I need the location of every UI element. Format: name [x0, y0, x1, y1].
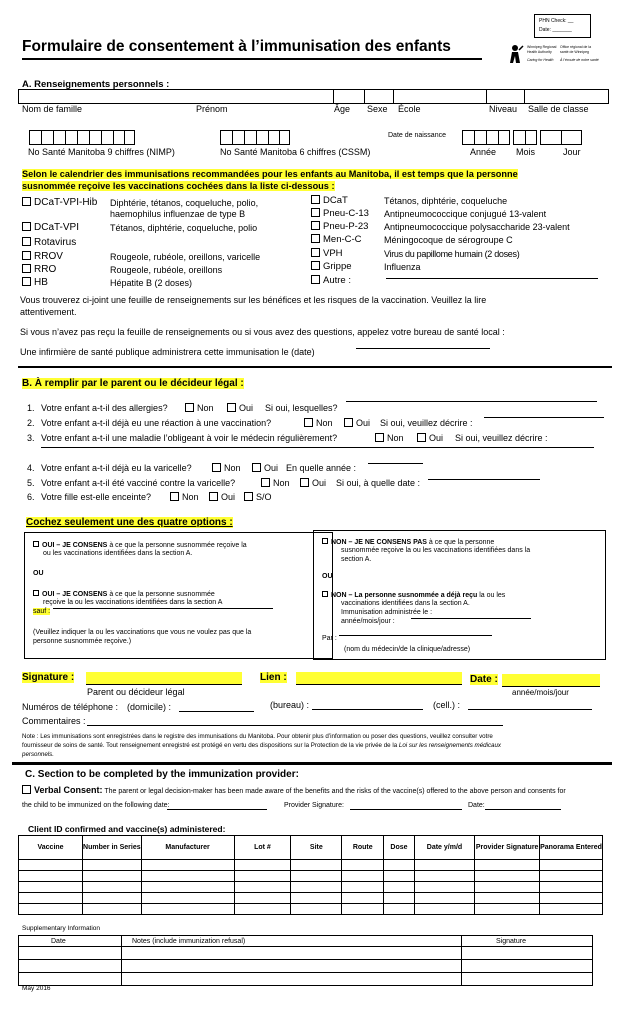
label-salle: Salle de classe	[528, 104, 589, 114]
q5-answer-field[interactable]	[428, 479, 540, 480]
label-nom: Nom de famille	[22, 104, 83, 114]
checkbox-icon[interactable]	[170, 492, 179, 501]
q3-answer-field[interactable]	[41, 447, 594, 448]
checkbox-icon[interactable]	[22, 277, 31, 286]
q2-non[interactable]: Non	[304, 418, 333, 428]
autre-field[interactable]	[386, 278, 598, 279]
parent-label: Parent ou décideur légal	[87, 687, 185, 697]
comments-field[interactable]	[87, 725, 503, 726]
vaccine-item[interactable]: Men-C-C	[311, 234, 362, 245]
note-line3: personnels.	[22, 751, 54, 758]
provider-signature-label: Provider Signature:	[284, 802, 344, 809]
checkbox-icon[interactable]	[185, 403, 194, 412]
table-row[interactable]	[19, 893, 603, 904]
wrha-logo: Winnipeg Regional Health Authority Caring for Health Office régional de la santé de Winnipeg À l’écoute de notre santé	[510, 44, 595, 66]
provider-date-label: Date:	[468, 802, 485, 809]
checkbox-icon[interactable]	[209, 492, 218, 501]
q4-non[interactable]: Non	[212, 463, 241, 473]
already-received-checkbox[interactable]	[322, 591, 328, 597]
supp-col-signature: Signature	[462, 936, 593, 947]
options-heading: Cochez seulement une des quatre options :	[26, 517, 233, 528]
consent-options-left: OUI – JE CONSENS à ce que la personne susnommée reçoive la ou les vaccinations identifiées dans la section A. OU OUI – JE CONSENS à ce que la personne susnommée reçoive la ou les vaccinations identifiées dans la section A sauf : (Veuillez indiquer la ou les vaccinations que vous ne voulez pas que la personne susnommée reçoive.)	[24, 532, 333, 659]
home-phone-label: (domicile) :	[127, 702, 172, 712]
signature-label: Signature :	[22, 672, 75, 683]
table-row[interactable]	[19, 973, 593, 986]
supp-col-date: Date	[19, 936, 122, 947]
client-id-label: Client ID confirmed and vaccine(s) administered:	[28, 824, 226, 834]
consent-options-right: NON – JE NE CONSENS PAS à ce que la personne susnommée reçoive la ou les vaccinations identifiées dans la section A. OU NON – La personne susnommée a déjà reçu la ou les vaccinations identifiées dans la section A. Immunisation administrée le : année/mois/jour : Par : (nom du médecin/de la clinique/adresse)	[313, 530, 606, 660]
checkbox-icon[interactable]	[300, 478, 309, 487]
q2-oui[interactable]: Oui	[344, 418, 370, 428]
checkbox-icon[interactable]	[311, 248, 320, 257]
personal-info-field[interactable]	[18, 89, 609, 104]
table-row[interactable]	[19, 860, 603, 871]
q5-non[interactable]: Non	[261, 478, 290, 488]
checkbox-icon[interactable]	[311, 208, 320, 217]
q4-answer-field[interactable]	[368, 463, 423, 464]
checkbox-icon[interactable]	[244, 492, 253, 501]
q5-oui[interactable]: Oui	[300, 478, 326, 488]
vaccine-item[interactable]: HB	[22, 277, 48, 288]
info-p3: Une infirmière de santé publique administrera cette immunisation le (date)	[20, 347, 315, 357]
label-annee: Année	[470, 147, 497, 157]
checkbox-icon[interactable]	[22, 251, 31, 260]
checkbox-icon[interactable]	[261, 478, 270, 487]
cell-phone-field[interactable]	[468, 709, 592, 710]
supp-info-label: Supplementary Information	[22, 925, 101, 932]
sauf-field[interactable]	[53, 608, 273, 609]
checkbox-icon[interactable]	[311, 261, 320, 270]
lien-label: Lien :	[260, 672, 287, 683]
date-label: Date :	[470, 674, 498, 685]
footer-date: May 2016	[22, 985, 51, 992]
q1-oui[interactable]: Oui	[227, 403, 253, 413]
supplementary-table	[18, 935, 593, 986]
vaccine-item[interactable]: Pneu-C-13	[311, 208, 369, 219]
phn-date-label: Date: _______	[539, 27, 572, 33]
col-route: Route	[342, 836, 384, 860]
section-b-heading: B. À remplir par le parent ou le décideur légal :	[22, 378, 244, 389]
verbal-date-label: the child to be immunized on the following date:	[22, 802, 170, 809]
supp-col-notes: Notes (include immunization refusal)	[122, 936, 462, 947]
non-consent-checkbox[interactable]	[322, 538, 328, 544]
work-phone-label: (bureau) :	[270, 700, 310, 710]
checkbox-icon[interactable]	[252, 463, 261, 472]
lien-field[interactable]	[296, 672, 462, 685]
table-row[interactable]	[19, 947, 593, 960]
q3-oui[interactable]: Oui	[417, 433, 443, 443]
section-c-heading: C. Section to be completed by the immunization provider:	[25, 769, 299, 780]
q1-answer-field[interactable]	[346, 401, 597, 402]
signature-field[interactable]	[86, 672, 242, 685]
schedule-line1: Selon le calendrier des immunisations recommandées pour les enfants au Manitoba, il est temps que la personne	[22, 169, 518, 179]
verbal-consent-line: Verbal Consent: The parent or legal decision-maker has been made aware of the benefits and the risks of the vaccine(s) offered to the above person and consents for	[22, 785, 566, 795]
divider	[18, 366, 612, 368]
phone-label: Numéros de téléphone :	[22, 702, 119, 712]
checkbox-icon[interactable]	[22, 222, 31, 231]
page-title: Formulaire de consentement à l’immunisation des enfants	[22, 38, 451, 55]
vaccine-item[interactable]: VPH	[311, 248, 343, 259]
vaccine-item[interactable]: DCaT	[311, 195, 348, 206]
vaccine-item[interactable]: Rotavirus	[22, 237, 76, 248]
date-format-label: année/mois/jour	[512, 688, 569, 697]
table-row[interactable]	[19, 882, 603, 893]
checkbox-icon[interactable]	[22, 197, 31, 206]
checkbox-icon[interactable]	[22, 237, 31, 246]
vaccine-item[interactable]: Pneu-P-23	[311, 221, 368, 232]
cell-phone-label: (cell.) :	[433, 700, 460, 710]
checkbox-icon[interactable]	[311, 221, 320, 230]
label-nimp: No Santé Manitoba 9 chiffres (NIMP)	[28, 147, 175, 157]
col-lot: Lot #	[234, 836, 291, 860]
phn-check-label: PHN Check: __	[539, 18, 574, 24]
label-jour: Jour	[563, 147, 581, 157]
provider-signature-field[interactable]	[350, 809, 462, 810]
title-rule	[22, 58, 482, 60]
q6-non[interactable]: Non	[170, 492, 199, 502]
label-niveau: Niveau	[489, 104, 518, 114]
checkbox-icon[interactable]	[227, 403, 236, 412]
label-dob: Date de naissance	[388, 132, 446, 139]
q4-oui[interactable]: Oui	[252, 463, 278, 473]
checkbox-icon[interactable]	[417, 433, 426, 442]
label-age: Âge	[334, 104, 351, 114]
label-cssm: No Santé Manitoba 6 chiffres (CSSM)	[220, 147, 371, 157]
table-row[interactable]	[19, 960, 593, 973]
q1-non[interactable]: Non	[185, 403, 214, 413]
label-prenom: Prénom	[196, 104, 228, 114]
note-line2: fournisseur de soins de santé. Tout renseignement enregistré est protégé en vertu des dispositions sur la Protection de la vie privée de la Loi sur les renseignements médicaux	[22, 742, 502, 749]
q2-answer-field[interactable]	[484, 417, 604, 418]
col-vaccine: Vaccine	[19, 836, 83, 860]
label-sexe: Sexe	[367, 104, 388, 114]
oui-consent-checkbox[interactable]	[33, 541, 39, 547]
checkbox-icon[interactable]	[311, 275, 320, 284]
info-p1b: attentivement.	[20, 307, 77, 317]
wrha-logo-icon	[510, 44, 524, 64]
vaccine-item[interactable]: RRO	[22, 264, 56, 275]
comments-label: Commentaires :	[22, 716, 86, 726]
date-field[interactable]	[502, 674, 600, 687]
checkbox-icon[interactable]	[311, 234, 320, 243]
oui-sauf-checkbox[interactable]	[33, 590, 39, 596]
q6-so[interactable]: S/O	[244, 492, 272, 502]
immunization-date-field[interactable]	[356, 348, 490, 349]
vaccine-item[interactable]: DCaT-VPI	[22, 222, 79, 233]
q6-oui[interactable]: Oui	[209, 492, 235, 502]
info-p2: Si vous n’avez pas reçu la feuille de renseignements ou si vous avez des questions, appelez votre bureau de santé local :	[20, 327, 505, 337]
home-phone-field[interactable]	[179, 711, 254, 712]
phn-check-box	[534, 14, 591, 38]
col-provider: Provider Signature	[475, 836, 540, 860]
checkbox-icon[interactable]	[212, 463, 221, 472]
col-series: Number in Series	[83, 836, 142, 860]
schedule-line2: susnommée reçoive les vaccinations cochées dans la liste ci-dessous :	[22, 181, 335, 191]
label-ecole: École	[398, 104, 421, 114]
q3-non[interactable]: Non	[375, 433, 404, 443]
par-field[interactable]	[339, 635, 492, 636]
col-manufacturer: Manufacturer	[141, 836, 234, 860]
checkbox-icon[interactable]	[311, 195, 320, 204]
table-row[interactable]	[19, 904, 603, 915]
col-dose: Dose	[384, 836, 415, 860]
section-c-divider	[12, 762, 612, 765]
section-a-heading: A. Renseignements personnels :	[22, 79, 170, 90]
label-mois: Mois	[516, 147, 536, 157]
work-phone-field[interactable]	[312, 709, 423, 710]
col-site: Site	[291, 836, 342, 860]
vaccine-item[interactable]: Autre :	[311, 275, 351, 286]
vaccine-item[interactable]: Grippe	[311, 261, 352, 272]
note-line1: Note : Les immunisations sont enregistrées dans le registre des immunisations du Manitoba. Pour obtenir plus d’information ou poser des questions, veuillez consulter votre	[22, 733, 493, 740]
verbal-consent-checkbox[interactable]	[22, 785, 31, 794]
col-panorama: Panorama Entered	[540, 836, 603, 860]
checkbox-icon[interactable]	[375, 433, 384, 442]
checkbox-icon[interactable]	[344, 418, 353, 427]
checkbox-icon[interactable]	[304, 418, 313, 427]
vaccine-item[interactable]: DCaT-VPI-Hib	[22, 197, 97, 208]
verbal-date-field[interactable]	[167, 809, 267, 810]
col-date: Date y/m/d	[414, 836, 474, 860]
already-received-date-field[interactable]	[411, 618, 531, 619]
vaccine-item[interactable]: RROV	[22, 251, 63, 262]
info-p1: Vous trouverez ci-joint une feuille de renseignements sur les bénéfices et les risques de la vaccination. Veuillez la lire	[20, 295, 487, 305]
sauf-label: sauf :	[33, 608, 51, 615]
administration-table	[18, 835, 603, 915]
checkbox-icon[interactable]	[22, 264, 31, 273]
provider-date-field[interactable]	[485, 809, 561, 810]
table-row[interactable]	[19, 871, 603, 882]
